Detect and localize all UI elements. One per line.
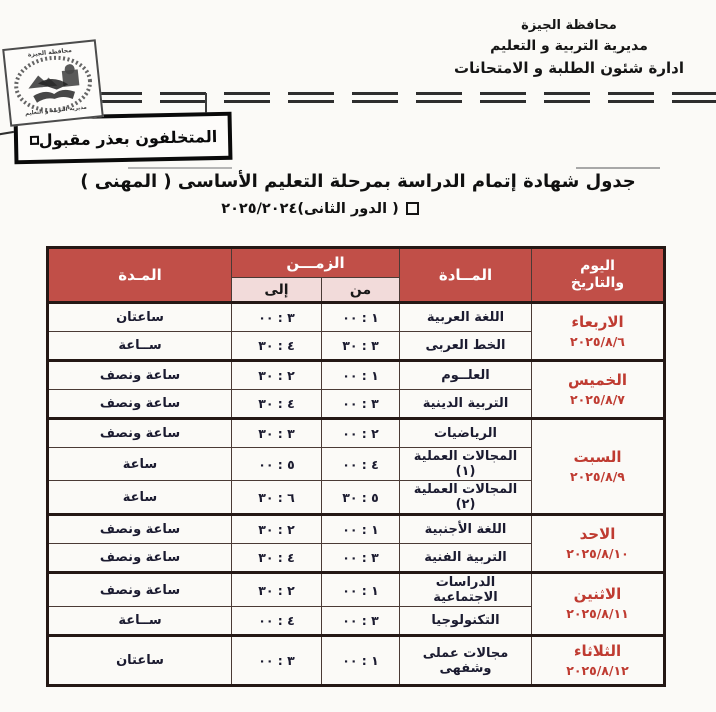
day-date-cell xyxy=(532,303,665,361)
from-time-cell: ٣ : ٠٠ xyxy=(322,607,400,636)
day-header-line2: والتاريخ xyxy=(570,275,625,291)
header-divider xyxy=(96,92,716,103)
day-name: الخميس xyxy=(568,370,627,389)
day-header-line1: اليوم xyxy=(580,257,615,274)
from-time-cell: ٢ : ٠٠ xyxy=(322,419,400,448)
day-date-cell xyxy=(532,361,665,419)
subject-cell: اللغة العربية xyxy=(400,303,532,332)
day-date-cell xyxy=(532,419,665,515)
duration-cell: ساعة xyxy=(48,448,232,481)
round-years: ٢٠٢٥/٢٠٢٤ xyxy=(221,201,298,217)
subject-cell: الخط العربى xyxy=(400,332,532,361)
to-time-cell: ٥ : ٠٠ xyxy=(232,448,322,481)
to-time-cell: ٢ : ٣٠ xyxy=(232,515,322,544)
day-name: السبت xyxy=(573,447,622,466)
duration-cell: ساعتان xyxy=(48,303,232,332)
to-time-cell: ٤ : ٣٠ xyxy=(232,544,322,573)
schedule-table xyxy=(46,246,666,687)
column-header-subject: المــادة xyxy=(400,248,532,303)
from-time-cell: ٣ : ٠٠ xyxy=(322,390,400,419)
stamp-top-text: محافظة الجيزة xyxy=(27,46,73,59)
subject-cell: اللغة الأجنبية xyxy=(400,515,532,544)
to-time-cell: ٢ : ٣٠ xyxy=(232,573,322,607)
day-name: الاثنين xyxy=(573,585,622,604)
day-date-cell xyxy=(532,636,665,686)
subject-cell: الرياضيات xyxy=(400,419,532,448)
subject-cell: التربية الدينية xyxy=(400,390,532,419)
duration-cell: ساعة ونصف xyxy=(48,515,232,544)
subject-cell: المجالات العملية (١) xyxy=(400,448,532,481)
from-time-cell: ١ : ٠٠ xyxy=(322,361,400,390)
day-date: ٢٠٢٥/٨/٦ xyxy=(570,333,625,349)
to-time-cell: ٦ : ٣٠ xyxy=(232,481,322,515)
schedule-body xyxy=(48,303,665,686)
subject-cell: مجالات عملى وشفهى xyxy=(400,636,532,686)
day-date-cell xyxy=(532,573,665,636)
column-header-time: الزمـــن xyxy=(232,248,400,278)
to-time-cell: ٤ : ٣٠ xyxy=(232,332,322,361)
governorate-stamp xyxy=(2,39,104,126)
to-time-cell: ٤ : ٠٠ xyxy=(232,607,322,636)
round-checkbox xyxy=(406,202,419,215)
to-time-cell: ٢ : ٣٠ xyxy=(232,361,322,390)
stamp-bottom-text: مديرية التربية و التعليم xyxy=(24,104,88,118)
subject-cell: الدراسات الاجتماعية xyxy=(400,573,532,607)
scan-artifact-line xyxy=(576,167,660,169)
subject-cell: التكنولوجيا xyxy=(400,607,532,636)
day-date: ٢٠٢٥/٨/٩ xyxy=(570,468,625,484)
table-row xyxy=(48,419,665,448)
day-date-cell xyxy=(532,515,665,573)
from-time-cell: ٣ : ٠٠ xyxy=(322,544,400,573)
subject-cell: المجالات العملية (٢) xyxy=(400,481,532,515)
duration-cell: ســاعة xyxy=(48,332,232,361)
day-name: الاربعاء xyxy=(571,312,624,331)
subject-cell: العلــوم xyxy=(400,361,532,390)
department-name: ادارة شئون الطلبة و الامتحانات xyxy=(454,58,684,77)
day-date: ٢٠٢٥/٨/١٢ xyxy=(566,662,629,678)
to-time-cell: ٣ : ٠٠ xyxy=(232,303,322,332)
from-time-cell: ٣ : ٣٠ xyxy=(322,332,400,361)
subject-cell: التربية الفنية xyxy=(400,544,532,573)
from-time-cell: ١ : ٠٠ xyxy=(322,573,400,607)
table-row xyxy=(48,573,665,607)
duration-cell: ساعة ونصف xyxy=(48,390,232,419)
table-row xyxy=(48,361,665,390)
day-name: الاحد xyxy=(579,524,616,543)
page-title: جدول شهادة إتمام الدراسة بمرحلة التعليم الأساسى ( المهنى ) xyxy=(80,171,636,192)
from-time-cell: ١ : ٠٠ xyxy=(322,636,400,686)
column-header-from: من xyxy=(322,278,400,303)
duration-cell: ســاعة xyxy=(48,607,232,636)
from-time-cell: ١ : ٠٠ xyxy=(322,303,400,332)
day-date: ٢٠٢٥/٨/١١ xyxy=(566,606,629,622)
to-time-cell: ٣ : ٣٠ xyxy=(232,419,322,448)
to-time-cell: ٣ : ٠٠ xyxy=(232,636,322,686)
day-date: ٢٠٢٥/٨/٧ xyxy=(570,391,625,407)
day-date: ٢٠٢٥/٨/١٠ xyxy=(566,545,629,561)
to-time-cell: ٤ : ٣٠ xyxy=(232,390,322,419)
duration-cell: ساعتان xyxy=(48,636,232,686)
exam-round-subtitle xyxy=(0,201,640,217)
duration-cell: ساعة ونصف xyxy=(48,361,232,390)
governorate-name: محافظة الجيزة xyxy=(521,18,617,33)
duration-cell: ساعة xyxy=(48,481,232,515)
stamp-emblem-icon xyxy=(4,41,101,124)
column-header-to: إلى xyxy=(232,278,322,303)
round-label: ( الدور الثانى) xyxy=(297,201,399,217)
column-header-duration: المـدة xyxy=(48,248,232,303)
directorate-name: مديرية التربية و التعليم xyxy=(490,37,648,54)
from-time-cell: ٤ : ٠٠ xyxy=(322,448,400,481)
table-row xyxy=(48,515,665,544)
duration-cell: ساعة ونصف xyxy=(48,544,232,573)
column-header-day xyxy=(532,248,665,303)
scan-artifact-line xyxy=(128,167,232,169)
absentee-checkbox xyxy=(30,135,39,144)
day-name: الثلاثاء xyxy=(573,641,622,660)
table-row xyxy=(48,303,665,332)
from-time-cell: ١ : ٠٠ xyxy=(322,515,400,544)
from-time-cell: ٥ : ٣٠ xyxy=(322,481,400,515)
absentee-label: المتخلفون بعذر مقبول xyxy=(38,126,218,150)
table-row xyxy=(48,636,665,686)
duration-cell: ساعة ونصف xyxy=(48,419,232,448)
letterhead xyxy=(430,16,708,79)
duration-cell: ساعة ونصف xyxy=(48,573,232,607)
